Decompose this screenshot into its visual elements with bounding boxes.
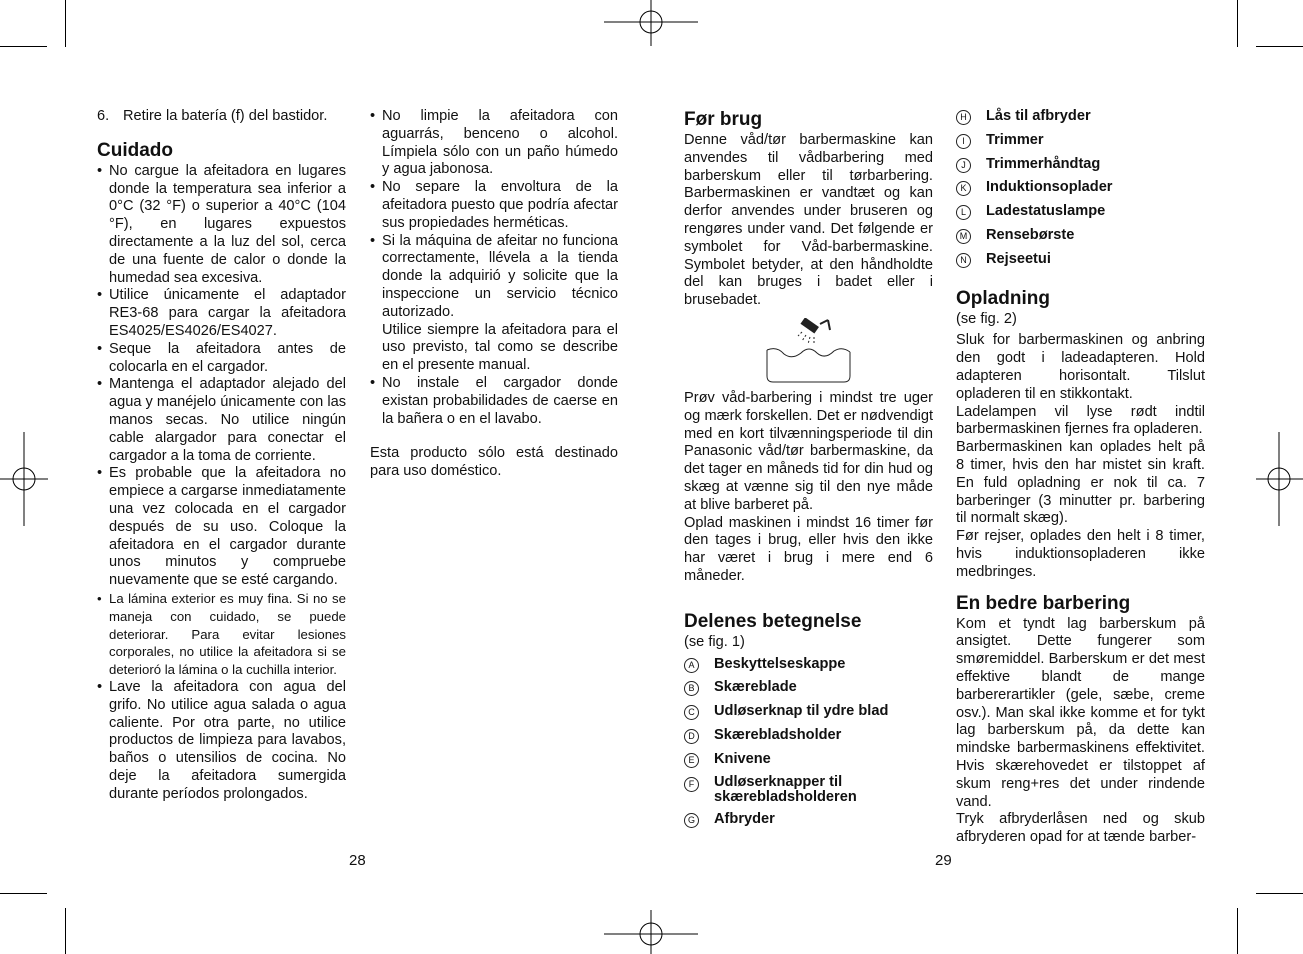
crop-mark (65, 0, 66, 47)
list-item (684, 811, 933, 829)
column-3 (684, 108, 933, 834)
list-item (684, 727, 933, 745)
crop-mark (0, 893, 47, 894)
list-item (956, 251, 1205, 269)
part-marker: A (684, 658, 699, 673)
part-marker: N (956, 253, 971, 268)
part-marker: F (684, 777, 699, 792)
paragraph: Denne våd/tør barbermaskine kan anvendes til vådbarbering med barberskum eller til tørbarbering. Barbermaskinen er vandtæt og kan derfor anvendes under bruseren og rengøres under vand. Det følgende er symbolet for Våd-barbermaskine. Symbolet betyder, at den håndholdte del kan bruges i badet eller i brusebadet. (684, 132, 933, 309)
paragraph: Sluk for barbermaskinen og anbring den godt i ladeadapteren. Hold adapteren horisontalt. Tilslut opladeren til en stikkontakt. (956, 332, 1205, 402)
part-marker: C (684, 705, 699, 720)
part-label: Rensebørste (986, 226, 1075, 243)
shower-bath-icon (764, 318, 854, 388)
list-item (956, 132, 1205, 150)
parts-list-continued (956, 108, 1205, 269)
registration-mark-icon (0, 432, 48, 526)
list-item: • Mantenga el adaptador alejado del agua y manéjelo únicamente con las manos secas. No utilice ningún cable alargador para conectar el cargador a la toma de corriente. (97, 376, 346, 465)
step-6-text: Retire la batería (f) del bastidor. (123, 108, 328, 124)
list-item: • Seque la afeitadora antes de colocarla en el cargador. (97, 341, 346, 377)
crop-mark (1256, 46, 1303, 47)
part-label: Rejseetui (986, 250, 1051, 267)
list-item: • Utilice únicamente el adaptador RE3-68 para cargar la afeitadora ES4025/ES4026/ES4027. (97, 287, 346, 340)
list-item: • No separe la envoltura de la afeitadora puesto que podría afectar sus propiedades herméticas. (370, 179, 618, 232)
paragraph: Prøv våd-barbering i mindst tre uger og mærk forskellen. Det er nødvendigt med en kort tilvænningsperiode til din Panasonic våd/tør barbermaskine, da det tager en måneds tid for din hud og skæg at vænne sig til den nye måde at blive barberet på. (684, 389, 933, 513)
page-number-left: 28 (349, 852, 366, 869)
cuidado-list-continued (370, 108, 618, 428)
part-marker: M (956, 229, 971, 244)
heading-opladning: Opladning (956, 287, 1050, 309)
part-label: Knivene (714, 750, 771, 767)
column-1 (97, 108, 346, 803)
paragraph: Kom et tyndt lag barberskum på ansigtet. Dette fungerer som smøremiddel. Barberskum er det mest effektive blandt de mange barbererartikler (gele, sæbe, creme osv.). Man skal ikke komme et for tykt lag barberskum på, da dette kan mindske barbermaskinens effektivitet. Hvis skærehovedet er tilstoppet af skum reng+res det under rindende vand. (956, 615, 1205, 810)
paragraph: Før rejser, oplades den helt i 8 timer, hvis induktionsopladeren ikke medbringes. (956, 528, 1205, 580)
list-item: • La lámina exterior es muy fina. Si no se maneja con cuidado, se puede deteriorar. Para evitar lesiones corporales, no utilice la afeitadora si se deterioró la lámina o la cuchilla interior. (97, 590, 346, 679)
list-item (684, 703, 933, 721)
list-item-extra: Utilice siempre la afeitadora para el uso previsto, tal como se describe en el presente manual. (382, 321, 618, 374)
list-item-text: Si la máquina de afeitar no funciona correctamente, llévela a la tienda donde la adquirió y solicite que la inspeccione un servicio técnico autorizado. (382, 232, 618, 320)
part-label: Udløserknapper til skærebladsholderen (714, 773, 857, 805)
crop-mark (1237, 908, 1238, 954)
column-4 (956, 108, 1205, 847)
part-marker: B (684, 681, 699, 696)
part-marker: G (684, 813, 699, 828)
column-2 (370, 108, 618, 481)
paragraph: Tryk afbryderlåsen ned og skub afbryderen opad for at tænde barber- (956, 811, 1205, 846)
list-item (956, 227, 1205, 245)
part-label: Skærebladsholder (714, 726, 842, 743)
registration-mark-icon (1256, 432, 1303, 526)
list-item: • No instale el cargador donde existan probabilidades de caerse en la bañera o en el lavabo. (370, 375, 618, 428)
wet-shave-symbol (684, 310, 933, 390)
heading-en-bedre-barbering: En bedre barbering (956, 592, 1131, 614)
part-label: Trimmer (986, 131, 1044, 148)
part-marker: J (956, 158, 971, 173)
paragraph: Oplad maskinen i mindst 16 timer før den tages i brug, eller hvis den ikke har været i brug i mere end 6 måneder. (684, 514, 933, 584)
part-label: Beskyttelseskappe (714, 655, 846, 672)
crop-mark (1256, 893, 1303, 894)
part-marker: D (684, 729, 699, 744)
crop-mark (1237, 0, 1238, 47)
step-6: 6. Retire la batería (f) del bastidor. (97, 108, 328, 124)
part-marker: L (956, 205, 971, 220)
parts-list (684, 656, 933, 829)
list-item (684, 679, 933, 697)
list-item (684, 775, 933, 805)
list-item (956, 203, 1205, 221)
part-marker: K (956, 181, 971, 196)
cuidado-list (97, 163, 346, 804)
part-marker: E (684, 753, 699, 768)
list-item: • No limpie la afeitadora con aguarrás, benceno o alcohol. Límpiela sólo con un paño húmedo y agua jabonosa. (370, 108, 618, 179)
part-label: Skæreblade (714, 679, 797, 696)
part-label: Ladestatuslampe (986, 203, 1106, 220)
part-label: Lås til afbryder (986, 108, 1091, 124)
part-label: Udløserknap til ydre blad (714, 703, 889, 720)
list-item (956, 156, 1205, 174)
figure-reference: (se fig. 1) (684, 633, 745, 650)
list-item (956, 108, 1205, 126)
page-number-right: 29 (935, 852, 952, 869)
list-item (956, 179, 1205, 197)
list-item: • No cargue la afeitadora en lugares donde la temperatura sea inferior a 0°C (32 °F) o superior a 40°C (104 °F), en lugares expuestos directamente a la luz del sol, cerca de una fuente de calor o donde la humedad sea excesiva. (97, 163, 346, 288)
crop-mark (0, 46, 47, 47)
list-item (370, 233, 618, 375)
paragraph: Barbermaskinen kan oplades helt på 8 timer, hvis den har mistet sin kraft. En fuld opladning er nok til ca. 7 barberinger (3 minutter pr. barbering til normalt skæg). (956, 439, 1205, 527)
list-item (684, 751, 933, 769)
heading-for-brug: Før brug (684, 109, 763, 130)
part-marker: I (956, 134, 971, 149)
domestic-use-note: Esta producto sólo está destinado para uso doméstico. (370, 445, 618, 480)
part-marker: H (956, 110, 971, 125)
registration-mark-icon (604, 910, 698, 954)
list-item: • Lave la afeitadora con agua del grifo. No utilice agua salada o agua caliente. Por otra parte, no utilice productos de limpieza para lavabos, baños o utensilios de cocina. No deje la afeitadora sumergida durante períodos prolongados. (97, 679, 346, 804)
part-label: Trimmerhåndtag (986, 155, 1101, 172)
heading-cuidado: Cuidado (97, 139, 173, 161)
registration-mark-icon (604, 0, 698, 46)
part-label: Afbryder (714, 810, 775, 827)
part-label: Induktionsoplader (986, 179, 1113, 196)
heading-delenes-betegnelse: Delenes betegnelse (684, 610, 862, 632)
paragraph: Ladelampen vil lyse rødt indtil barbermaskinen fjernes fra opladeren. (956, 403, 1205, 438)
figure-reference: (se fig. 2) (956, 310, 1017, 327)
list-item: • Es probable que la afeitadora no empiece a cargarse inmediatamente una vez colocada en el cargador después de su uso. Coloque la afeitadora en el cargador durante unos minutos y compruebe nuevamente que se esté cargando. (97, 465, 346, 590)
crop-mark (65, 908, 66, 954)
list-item (684, 656, 933, 674)
